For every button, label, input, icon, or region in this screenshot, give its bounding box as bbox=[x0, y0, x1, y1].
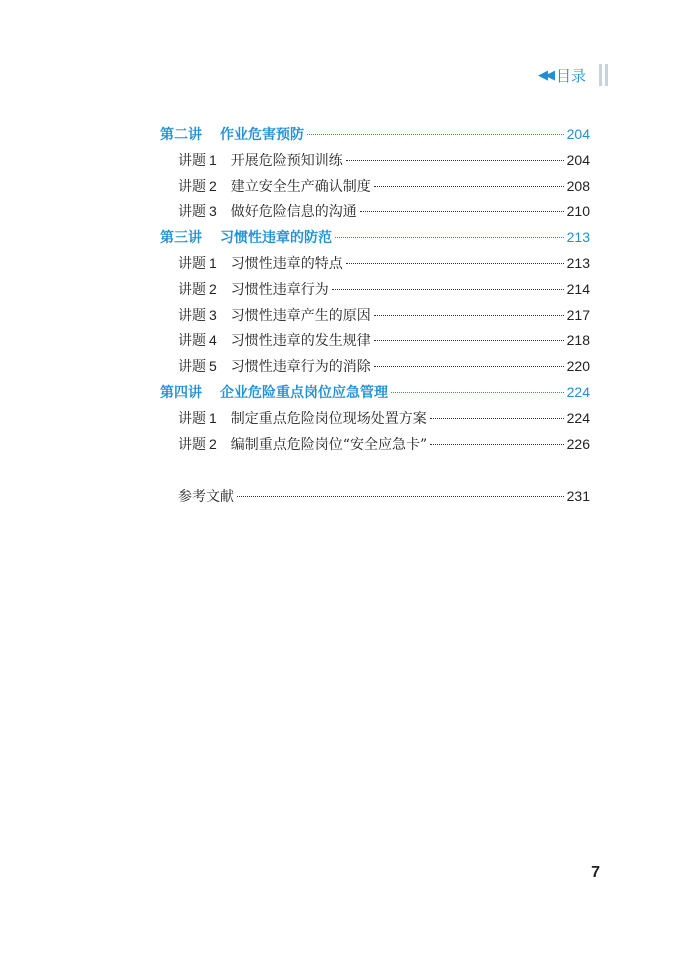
leader-dots bbox=[430, 444, 564, 445]
page-ref: 213 bbox=[566, 229, 590, 246]
leader-dots bbox=[360, 211, 564, 212]
section-prefix: 讲题 bbox=[178, 152, 206, 169]
section-title: 编制重点危险岗位“安全应急卡” bbox=[230, 436, 428, 453]
section-prefix: 讲题 bbox=[178, 410, 206, 427]
section-prefix: 讲题 bbox=[178, 178, 206, 195]
page-ref: 208 bbox=[566, 177, 590, 194]
leader-dots bbox=[430, 418, 564, 419]
section-title: 习惯性违章行为的消除 bbox=[230, 359, 371, 376]
section-number: 2 bbox=[209, 280, 217, 297]
leader-dots bbox=[374, 315, 564, 316]
section-prefix: 讲题 bbox=[178, 255, 206, 272]
header-title: 目录 bbox=[555, 66, 586, 85]
section-title: 习惯性违章行为 bbox=[230, 281, 329, 298]
toc-references[interactable] bbox=[160, 486, 590, 512]
leader-dots bbox=[374, 186, 564, 187]
section-title: 习惯性违章的发生规律 bbox=[230, 333, 371, 350]
page-ref: 231 bbox=[566, 488, 590, 505]
chapter-title: 习惯性违章的防范 bbox=[220, 230, 332, 247]
leader-dots bbox=[374, 366, 564, 367]
page-ref: 214 bbox=[566, 280, 590, 297]
toc-header bbox=[538, 64, 608, 86]
section-prefix: 讲题 bbox=[178, 359, 206, 376]
leader-dots bbox=[332, 289, 564, 290]
references-title: 参考文献 bbox=[178, 489, 234, 506]
page-ref: 213 bbox=[566, 254, 590, 271]
toc-chapter[interactable] bbox=[160, 382, 590, 408]
section-number: 5 bbox=[209, 358, 217, 375]
page-ref: 204 bbox=[566, 151, 590, 168]
section-number: 1 bbox=[209, 254, 217, 271]
section-prefix: 讲题 bbox=[178, 281, 206, 298]
toc-section[interactable] bbox=[160, 253, 590, 279]
leader-dots bbox=[346, 160, 564, 161]
section-number: 1 bbox=[209, 409, 217, 426]
toc-section[interactable] bbox=[160, 356, 590, 382]
section-number: 3 bbox=[209, 203, 217, 220]
toc-spacer bbox=[160, 459, 590, 486]
page-ref: 226 bbox=[566, 435, 590, 452]
chapter-number: 第二讲 bbox=[160, 127, 202, 143]
section-number: 4 bbox=[209, 332, 217, 349]
section-prefix: 讲题 bbox=[178, 333, 206, 350]
section-title: 开展危险预知训练 bbox=[230, 152, 343, 169]
section-prefix: 讲题 bbox=[178, 436, 206, 453]
section-prefix: 讲题 bbox=[178, 204, 206, 221]
toc-chapter[interactable] bbox=[160, 124, 590, 150]
toc-section[interactable] bbox=[160, 201, 590, 227]
page-number: 7 bbox=[591, 864, 600, 881]
section-number: 2 bbox=[209, 435, 217, 452]
leader-dots bbox=[307, 134, 564, 135]
page-ref: 204 bbox=[566, 126, 590, 142]
section-title: 习惯性违章产生的原因 bbox=[230, 307, 371, 324]
toc-chapter[interactable] bbox=[160, 227, 590, 253]
chapter-title: 作业危害预防 bbox=[220, 127, 304, 143]
back-arrow-icon: ◀◀ bbox=[537, 67, 552, 83]
section-number: 3 bbox=[209, 306, 217, 323]
leader-dots bbox=[335, 237, 564, 238]
toc-section[interactable] bbox=[160, 279, 590, 305]
section-title: 习惯性违章的特点 bbox=[230, 255, 343, 272]
toc-section[interactable] bbox=[160, 150, 590, 176]
section-number: 1 bbox=[209, 151, 217, 168]
leader-dots bbox=[346, 263, 564, 264]
page-ref: 224 bbox=[566, 409, 590, 426]
table-of-contents bbox=[160, 124, 590, 512]
toc-section[interactable] bbox=[160, 176, 590, 202]
chapter-number: 第四讲 bbox=[160, 384, 202, 401]
toc-section[interactable] bbox=[160, 434, 590, 460]
leader-dots bbox=[374, 340, 564, 341]
page-ref: 210 bbox=[566, 203, 590, 220]
toc-section[interactable] bbox=[160, 305, 590, 331]
section-number: 2 bbox=[209, 177, 217, 194]
toc-section[interactable] bbox=[160, 330, 590, 356]
toc-section[interactable] bbox=[160, 408, 590, 434]
header-bars-decoration bbox=[596, 64, 608, 86]
leader-dots bbox=[391, 392, 564, 393]
page-ref: 217 bbox=[566, 306, 590, 323]
leader-dots bbox=[237, 496, 564, 497]
section-title: 做好危险信息的沟通 bbox=[230, 204, 357, 221]
section-title: 建立安全生产确认制度 bbox=[230, 178, 371, 195]
section-title: 制定重点危险岗位现场处置方案 bbox=[230, 410, 427, 427]
page-ref: 218 bbox=[566, 332, 590, 349]
chapter-number: 第三讲 bbox=[160, 230, 202, 247]
page-ref: 224 bbox=[566, 383, 590, 400]
chapter-title: 企业危险重点岗位应急管理 bbox=[220, 384, 388, 401]
page-ref: 220 bbox=[566, 358, 590, 375]
section-prefix: 讲题 bbox=[178, 307, 206, 324]
